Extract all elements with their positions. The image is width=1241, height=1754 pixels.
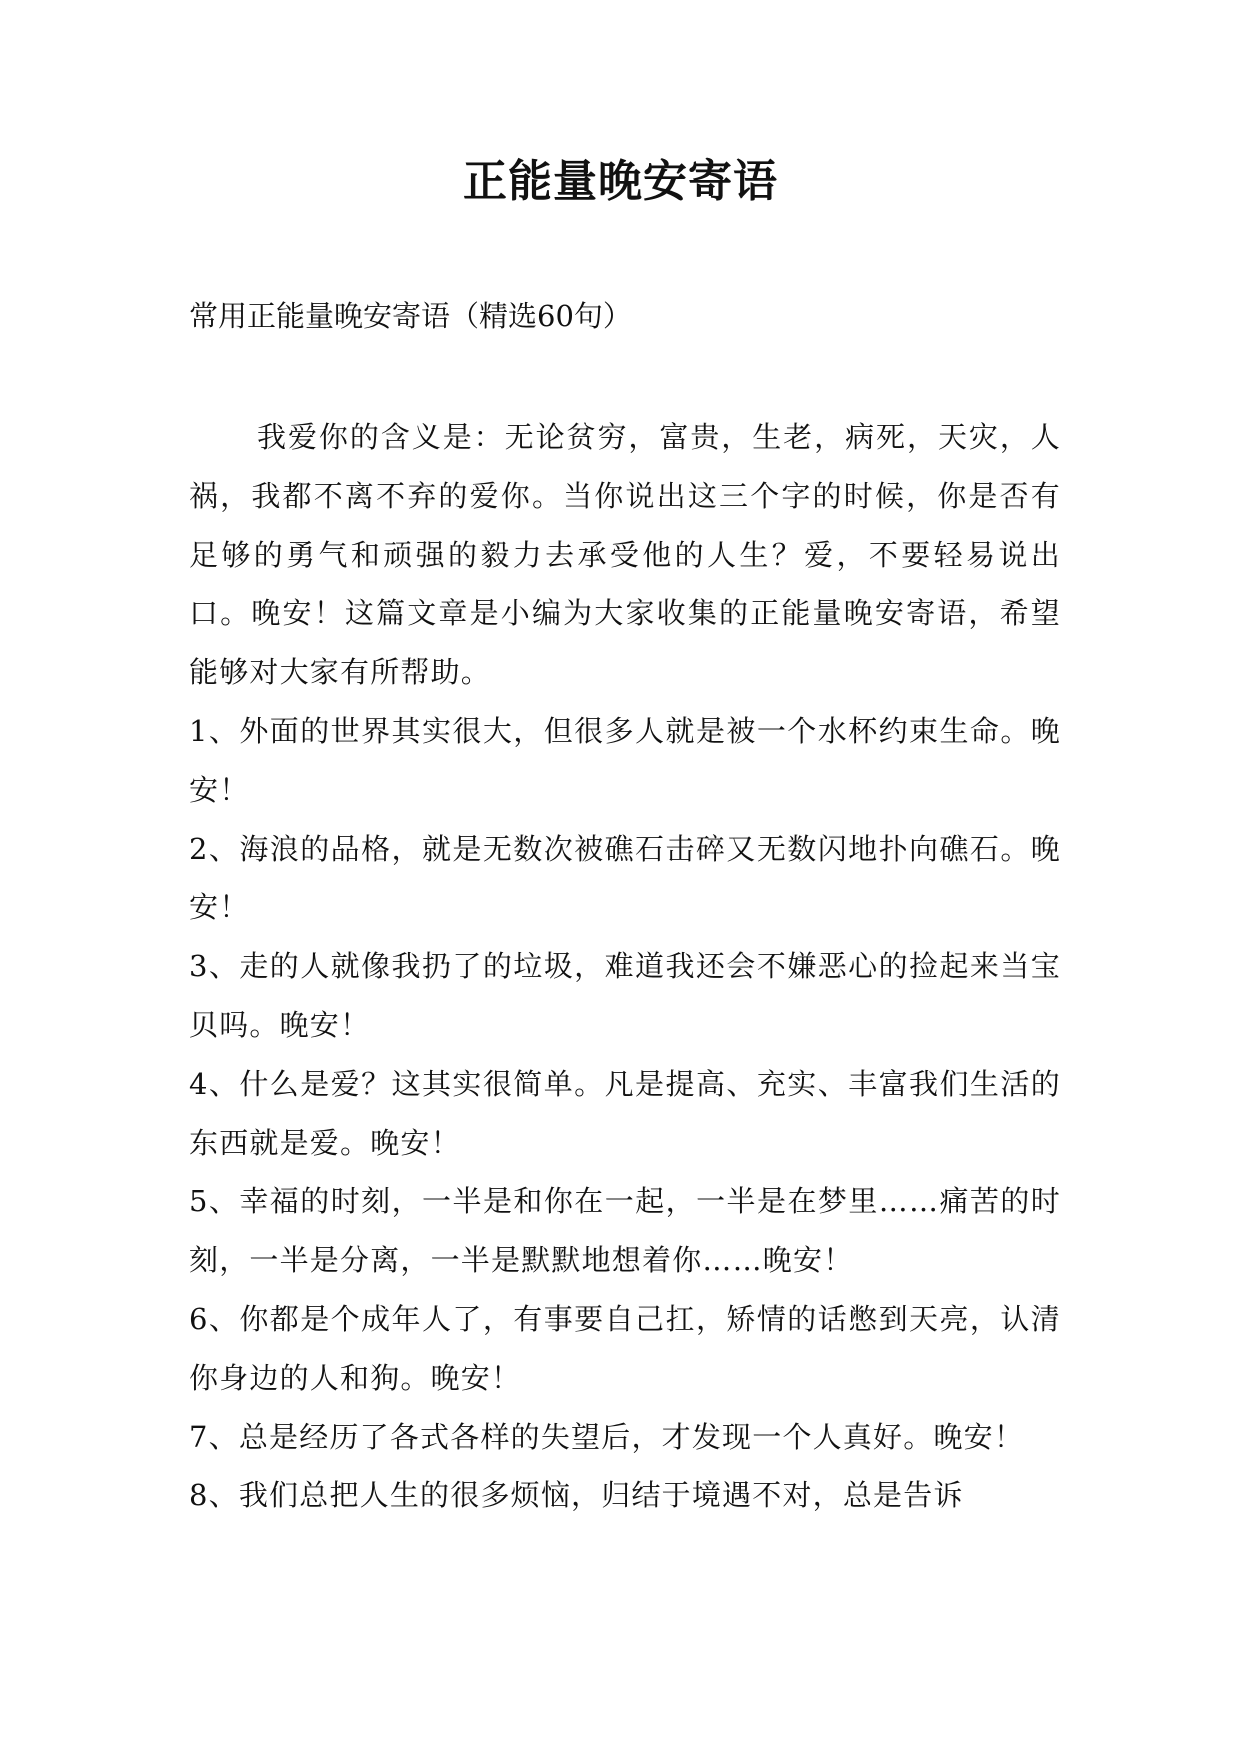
document-body (189, 408, 1061, 1525)
list-item: 3、走的人就像我扔了的垃圾，难道我还会不嫌恶心的捡起来当宝贝吗。晚安！ (189, 949, 1061, 1042)
list-item: 5、幸福的时刻，一半是和你在一起，一半是在梦里……痛苦的时刻，一半是分离，一半是默默地想着你……晚安！ (189, 1184, 1061, 1278)
document-title: 正能量晚安寄语 (463, 156, 778, 207)
list-item: 1、外面的世界其实很大，但很多人就是被一个水杯约束生命。晚安！ (189, 713, 1061, 807)
intro-paragraph: 我爱你的含义是：无论贫穷，富贵，生老，病死，天灾，人祸，我都不离不弃的爱你。当你说出这三个字的时候，你是否有足够的勇气和顽强的毅力去承受他的人生？爱，不要轻易说出口。晚安！这篇文章是小编为大家收集的正能量晚安寄语，希望能够对大家有所帮助。 (189, 420, 1061, 690)
list-item: 2、海浪的品格，就是无数次被礁石击碎又无数闪地扑向礁石。晚安！ (189, 831, 1061, 925)
list-item: 8、我们总把人生的很多烦恼，归结于境遇不对，总是告诉 (189, 1478, 964, 1513)
list-item: 4、什么是爱？这其实很简单。凡是提高、充实、丰富我们生活的东西就是爱。晚安！ (189, 1066, 1061, 1160)
document-subtitle: 常用正能量晚安寄语（精选60句） (189, 299, 632, 333)
list-item: 6、你都是个成年人了，有事要自己扛，矫情的话憋到天亮，认清你身边的人和狗。晚安！ (189, 1301, 1061, 1395)
list-item: 7、总是经历了各式各样的失望后，才发现一个人真好。晚安！ (189, 1419, 1025, 1454)
